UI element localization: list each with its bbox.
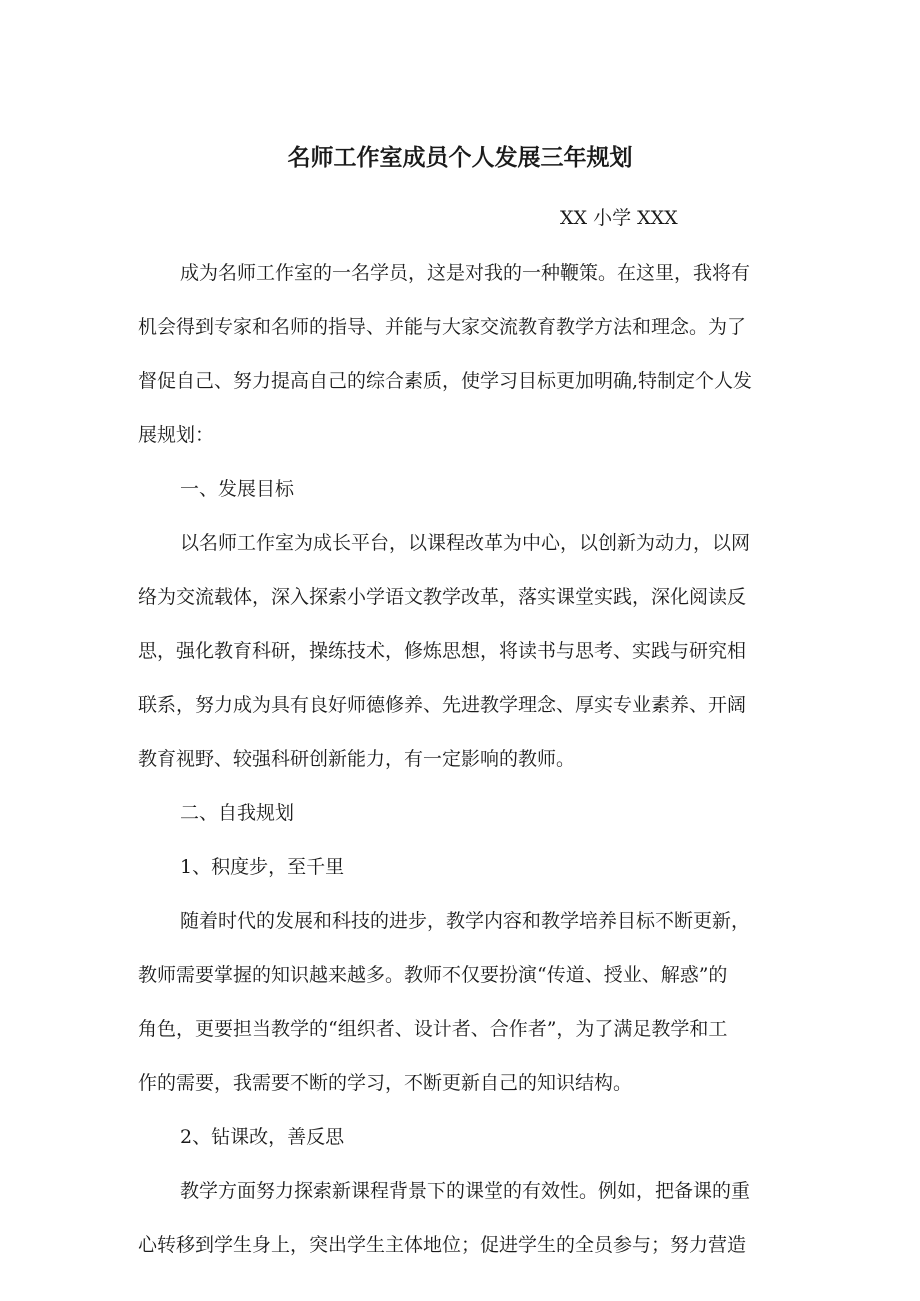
- document-body: [138, 253, 788, 1279]
- text-line: 以名师工作室为成长平台，以课程改革为中心，以创新为动力，以网: [180, 532, 751, 554]
- text-line: 教育视野、较强科研创新能力，有一定影响的教师。: [138, 748, 576, 770]
- text-line: 络为交流载体，深入探索小学语文教学改革，落实课堂实践，深化阅读反: [138, 586, 747, 608]
- section-heading: 二、自我规划: [180, 802, 295, 824]
- text-line: 机会得到专家和名师的指导、并能与大家交流教育教学方法和理念。为了: [138, 316, 747, 338]
- text-line: 随着时代的发展和科技的进步，教学内容和教学培养目标不断更新，: [180, 910, 751, 932]
- text-line: 作的需要，我需要不断的学习，不断更新自己的知识结构。: [138, 1072, 633, 1094]
- text-line: 成为名师工作室的一名学员，这是对我的一种鞭策。在这里，我将有: [180, 262, 751, 284]
- text-line: 教师需要掌握的知识越来越多。教师不仅要扮演“传道、授业、解惑”的: [138, 964, 728, 986]
- text-line: 心转移到学生身上，突出学生主体地位；促进学生的全员参与；努力营造: [138, 1234, 747, 1256]
- text-line: 督促自己、努力提高自己的综合素质，使学习目标更加明确,特制定个人发: [138, 370, 753, 392]
- text-line: 联系，努力成为具有良好师德修养、先进教学理念、厚实专业素养、开阔: [138, 694, 747, 716]
- section-heading: 一、发展目标: [180, 478, 295, 500]
- document-title: 名师工作室成员个人发展三年规划: [287, 145, 633, 171]
- author-line: XX 小学 XXX: [560, 207, 678, 229]
- text-line: 角色，更要担当教学的“组织者、设计者、合作者”，为了满足教学和工: [138, 1018, 728, 1040]
- text-line: 思，强化教育科研，操练技术，修炼思想，将读书与思考、实践与研究相: [138, 640, 747, 662]
- subsection-heading: 2、钻课改，善反思: [180, 1126, 345, 1148]
- text-line: 展规划：: [138, 424, 215, 446]
- subsection-heading: 1、积度步，至千里: [180, 856, 345, 878]
- text-line: 教学方面努力探索新课程背景下的课堂的有效性。例如，把备课的重: [180, 1180, 751, 1202]
